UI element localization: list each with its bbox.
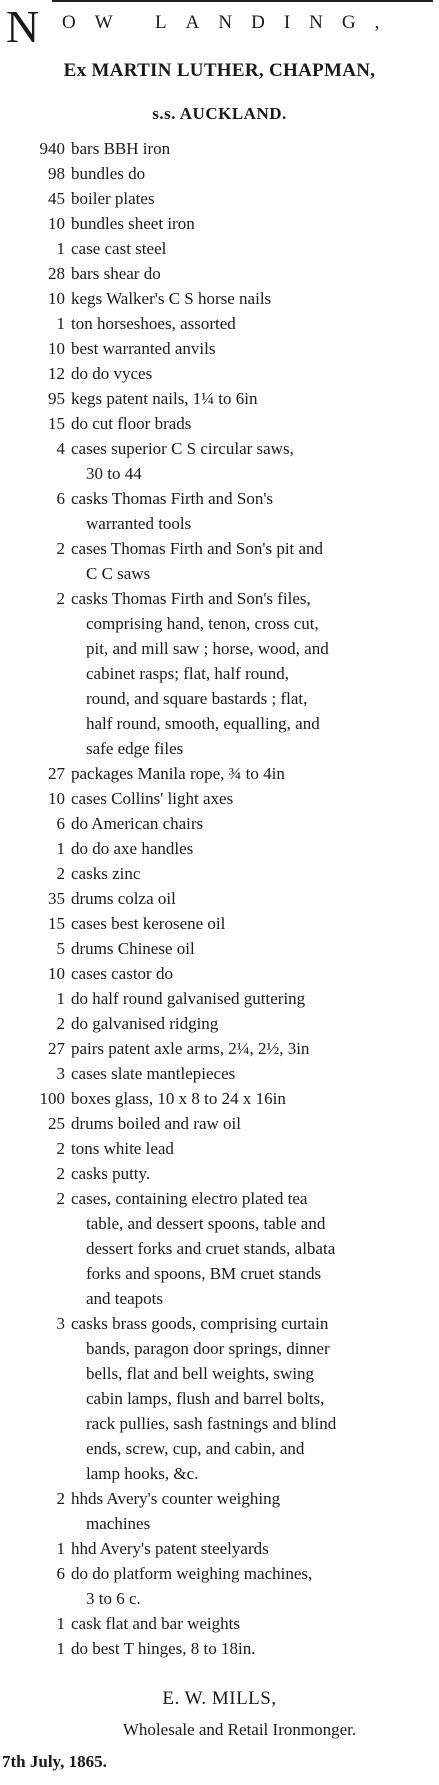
list-item — [0, 261, 430, 286]
ship-line: Ex MARTIN LUTHER, CHAPMAN, — [63, 60, 376, 81]
list-item — [0, 411, 430, 436]
item-line: 3 to 6 c. — [86, 1589, 141, 1608]
item-quantity: 2 — [56, 1139, 65, 1158]
item-line: tons white lead — [71, 1139, 174, 1158]
item-quantity: 6 — [56, 814, 65, 833]
item-quantity: 1 — [56, 1539, 65, 1558]
list-item — [0, 1611, 430, 1636]
item-line: kegs Walker's C S horse nails — [71, 289, 272, 308]
list-item — [0, 786, 430, 811]
item-description — [71, 1186, 422, 1311]
item-line: machines — [86, 1514, 151, 1533]
item-description — [71, 236, 422, 261]
item-line: forks and spoons, BM cruet stands — [86, 1264, 322, 1283]
list-item — [0, 1486, 430, 1536]
item-line: safe edge files — [86, 739, 184, 758]
item-quantity: 4 — [56, 439, 65, 458]
item-quantity: 6 — [56, 1564, 65, 1583]
item-line: ends, screw, cup, and cabin, and — [86, 1439, 305, 1458]
item-description — [71, 261, 422, 286]
item-line: bells, flat and bell weights, swing — [86, 1364, 315, 1383]
item-description — [71, 486, 422, 536]
item-quantity: 2 — [56, 864, 65, 883]
list-item — [0, 161, 430, 186]
item-description — [71, 1011, 422, 1036]
item-description — [71, 911, 422, 936]
list-item — [0, 361, 430, 386]
list-item — [0, 1011, 430, 1036]
item-description — [71, 586, 422, 761]
item-line: bands, paragon door springs, dinner — [86, 1339, 330, 1358]
item-line: do do axe handles — [71, 839, 194, 858]
item-description — [71, 536, 422, 586]
item-line: drums colza oil — [71, 889, 176, 908]
item-description — [71, 1086, 422, 1111]
item-quantity: 1 — [56, 239, 65, 258]
item-description — [71, 161, 422, 186]
item-quantity: 3 — [56, 1064, 65, 1083]
item-quantity: 12 — [48, 364, 65, 383]
list-item — [0, 1311, 430, 1486]
item-description — [71, 136, 422, 161]
item-description — [71, 761, 422, 786]
item-quantity: 15 — [48, 414, 65, 433]
item-line: cases superior C S circular saws, — [71, 439, 294, 458]
list-item — [0, 886, 430, 911]
item-quantity: 6 — [56, 489, 65, 508]
item-line: cases Collins' light axes — [71, 789, 234, 808]
item-description — [71, 1636, 422, 1661]
list-item — [0, 936, 430, 961]
item-line: do American chairs — [71, 814, 204, 833]
item-line: pit, and mill saw ; horse, wood, and — [86, 639, 329, 658]
item-description — [71, 286, 422, 311]
item-quantity: 2 — [56, 1164, 65, 1183]
item-description — [71, 1036, 422, 1061]
list-item — [0, 236, 430, 261]
item-quantity: 10 — [48, 214, 65, 233]
item-description — [71, 361, 422, 386]
item-description — [71, 336, 422, 361]
list-item — [0, 1086, 430, 1111]
item-line: casks Thomas Firth and Son's — [71, 489, 274, 508]
list-item — [0, 1136, 430, 1161]
item-line: and teapots — [86, 1289, 163, 1308]
list-item — [0, 1036, 430, 1061]
list-item — [0, 1186, 430, 1311]
item-quantity: 15 — [48, 914, 65, 933]
list-item — [0, 586, 430, 761]
list-item — [0, 986, 430, 1011]
item-line: drums boiled and raw oil — [71, 1114, 241, 1133]
list-item — [0, 1561, 430, 1611]
item-quantity: 35 — [48, 889, 65, 908]
list-item — [0, 336, 430, 361]
item-line: rack pullies, sash fastnings and blind — [86, 1414, 337, 1433]
list-item — [0, 961, 430, 986]
list-item — [0, 836, 430, 861]
item-quantity: 10 — [48, 964, 65, 983]
item-quantity: 100 — [39, 1089, 65, 1108]
item-quantity: 2 — [56, 539, 65, 558]
item-quantity: 1 — [56, 989, 65, 1008]
item-list — [0, 136, 430, 1661]
item-line: half round, smooth, equalling, and — [86, 714, 320, 733]
item-line: round, and square bastards ; flat, — [86, 689, 308, 708]
merchant-name: E. W. MILLS, — [162, 1688, 277, 1709]
item-line: casks brass goods, comprising curtain — [71, 1314, 329, 1333]
item-line: hhd Avery's patent steelyards — [71, 1539, 269, 1558]
list-item — [0, 286, 430, 311]
item-line: cases, containing electro plated tea — [71, 1189, 308, 1208]
item-quantity: 2 — [56, 1014, 65, 1033]
item-line: bundles sheet iron — [71, 214, 195, 233]
headline-dropcap: N — [6, 1, 40, 52]
item-description — [71, 1536, 422, 1561]
item-quantity: 27 — [48, 764, 65, 783]
item-description — [71, 1486, 422, 1536]
item-description — [71, 936, 422, 961]
item-line: lamp hooks, &c. — [86, 1464, 199, 1483]
item-description — [71, 1611, 422, 1636]
item-line: 30 to 44 — [86, 464, 142, 483]
item-line: pairs patent axle arms, 2¼, 2½, 3in — [71, 1039, 310, 1058]
list-item — [0, 536, 430, 586]
list-item — [0, 386, 430, 411]
item-description — [71, 986, 422, 1011]
item-line: cases best kerosene oil — [71, 914, 226, 933]
item-description — [71, 1061, 422, 1086]
item-description — [71, 1161, 422, 1186]
item-quantity: 10 — [48, 289, 65, 308]
list-item — [0, 1536, 430, 1561]
item-description — [71, 886, 422, 911]
item-line: packages Manila rope, ¾ to 4in — [71, 764, 285, 783]
item-description — [71, 1136, 422, 1161]
item-quantity: 98 — [48, 164, 65, 183]
item-description — [71, 836, 422, 861]
item-quantity: 25 — [48, 1114, 65, 1133]
list-item — [0, 1161, 430, 1186]
item-description — [71, 386, 422, 411]
item-line: casks Thomas Firth and Son's files, — [71, 589, 311, 608]
list-item — [0, 436, 430, 486]
item-quantity: 1 — [56, 314, 65, 333]
item-line: boiler plates — [71, 189, 155, 208]
item-quantity: 1 — [56, 1639, 65, 1658]
item-line: bars shear do — [71, 264, 161, 283]
list-item — [0, 1636, 430, 1661]
item-description — [71, 186, 422, 211]
item-description — [71, 311, 422, 336]
item-line: cases Thomas Firth and Son's pit and — [71, 539, 324, 558]
item-line: bars BBH iron — [71, 139, 171, 158]
item-quantity: 28 — [48, 264, 65, 283]
item-line: casks putty. — [71, 1164, 151, 1183]
item-description — [71, 211, 422, 236]
ship-line-2: s.s. AUCKLAND. — [152, 104, 287, 123]
item-line: table, and dessert spoons, table and — [86, 1214, 326, 1233]
dateline: 7th July, 1865. — [2, 1752, 107, 1771]
list-item — [0, 486, 430, 536]
item-quantity: 10 — [48, 339, 65, 358]
item-quantity: 45 — [48, 189, 65, 208]
item-quantity: 940 — [39, 139, 65, 158]
item-description — [71, 1561, 422, 1611]
item-line: warranted tools — [86, 514, 192, 533]
item-line: bundles do — [71, 164, 146, 183]
item-quantity: 2 — [56, 1189, 65, 1208]
item-line: case cast steel — [71, 239, 167, 258]
item-line: cask flat and bar weights — [71, 1614, 240, 1633]
headline — [4, 0, 436, 56]
item-line: cases slate mantlepieces — [71, 1064, 236, 1083]
item-line: best warranted anvils — [71, 339, 216, 358]
list-item — [0, 1111, 430, 1136]
merchant-trade: Wholesale and Retail Ironmonger. — [122, 1720, 357, 1739]
item-description — [71, 811, 422, 836]
list-item — [0, 761, 430, 786]
item-line: kegs patent nails, 1¼ to 6in — [71, 389, 258, 408]
list-item — [0, 1061, 430, 1086]
item-line: hhds Avery's counter weighing — [71, 1489, 281, 1508]
list-item — [0, 211, 430, 236]
item-line: drums Chinese oil — [71, 939, 195, 958]
headline-text: OW LANDING, — [62, 12, 399, 33]
item-description — [71, 861, 422, 886]
item-quantity: 2 — [56, 589, 65, 608]
item-line: do half round galvanised guttering — [71, 989, 306, 1008]
list-item — [0, 811, 430, 836]
item-description — [71, 1311, 422, 1486]
item-line: C C saws — [86, 564, 151, 583]
list-item — [0, 136, 430, 161]
item-line: cases castor do — [71, 964, 173, 983]
item-description — [71, 411, 422, 436]
item-description — [71, 436, 422, 486]
item-quantity: 10 — [48, 789, 65, 808]
item-line: dessert forks and cruet stands, albata — [86, 1239, 336, 1258]
item-quantity: 1 — [56, 1614, 65, 1633]
item-quantity: 1 — [56, 839, 65, 858]
item-line: casks zinc — [71, 864, 141, 883]
item-line: cabin lamps, flush and barrel bolts, — [86, 1389, 325, 1408]
item-line: do do platform weighing machines, — [71, 1564, 313, 1583]
item-line: boxes glass, 10 x 8 to 24 x 16in — [71, 1089, 286, 1108]
list-item — [0, 861, 430, 886]
item-quantity: 5 — [56, 939, 65, 958]
item-quantity: 3 — [56, 1314, 65, 1333]
item-line: do cut floor brads — [71, 414, 192, 433]
item-line: do galvanised ridging — [71, 1014, 219, 1033]
item-line: ton horseshoes, assorted — [71, 314, 236, 333]
item-line: cabinet rasps; flat, half round, — [86, 664, 289, 683]
item-description — [71, 786, 422, 811]
item-description — [71, 961, 422, 986]
item-line: comprising hand, tenon, cross cut, — [86, 614, 319, 633]
list-item — [0, 311, 430, 336]
item-description — [71, 1111, 422, 1136]
item-line: do do vyces — [71, 364, 153, 383]
item-line: do best T hinges, 8 to 18in. — [71, 1639, 256, 1658]
item-quantity: 2 — [56, 1489, 65, 1508]
list-item — [0, 186, 430, 211]
item-quantity: 95 — [48, 389, 65, 408]
list-item — [0, 911, 430, 936]
item-quantity: 27 — [48, 1039, 65, 1058]
